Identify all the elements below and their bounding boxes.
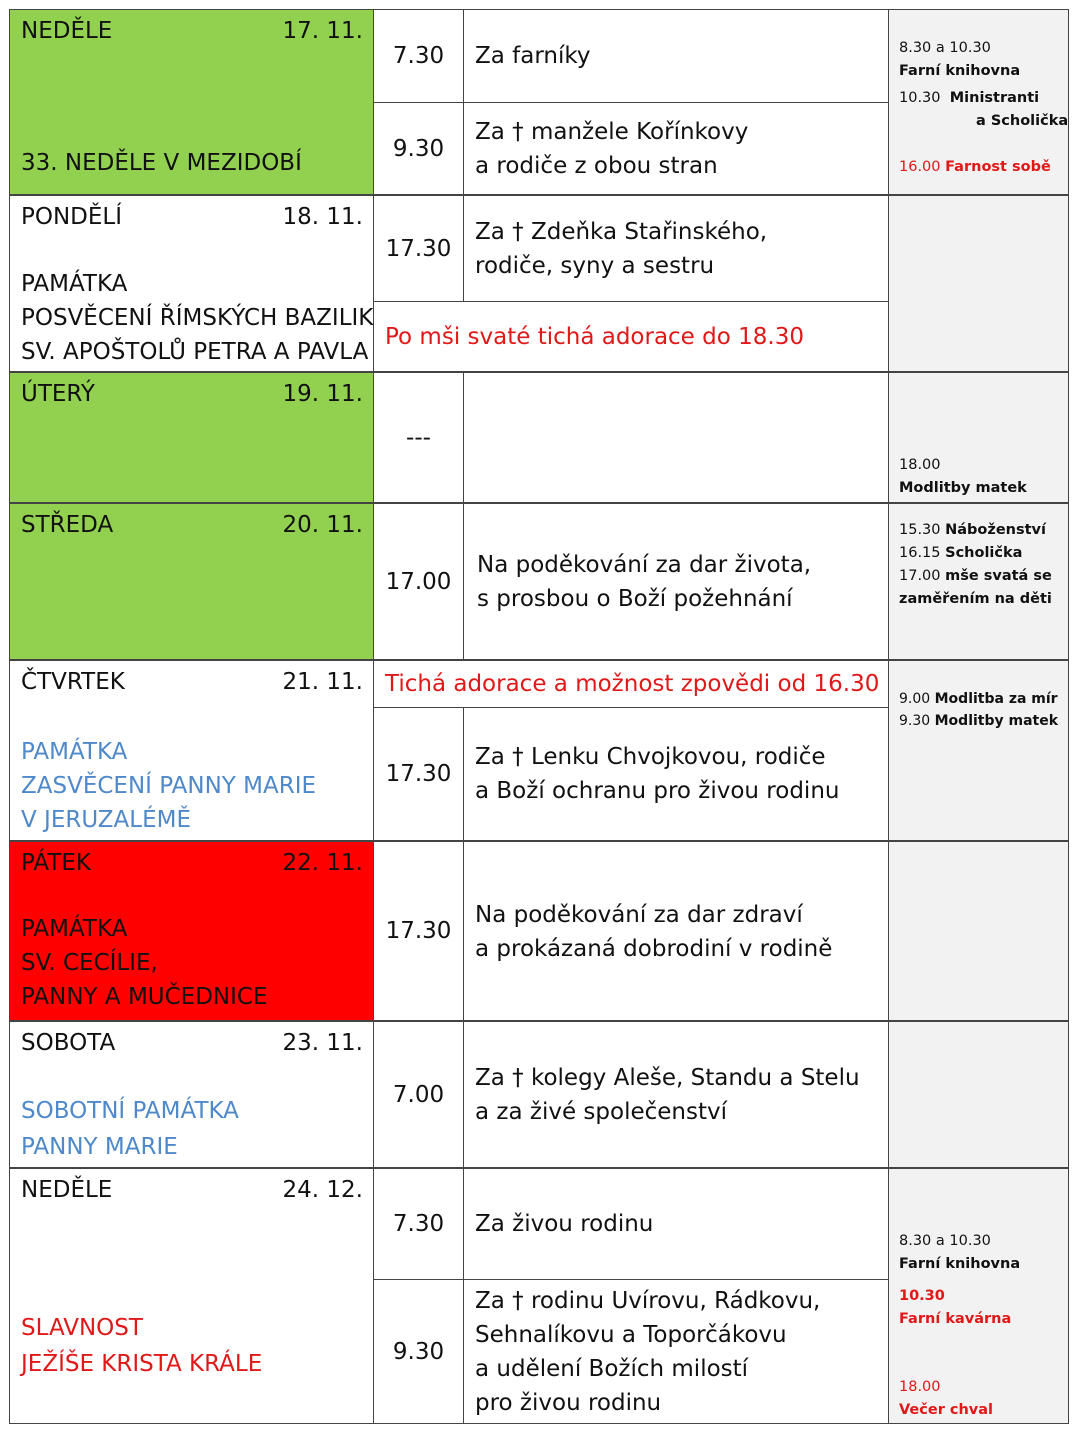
day-block-sunday-24 bbox=[9, 1168, 1069, 1424]
day-block-monday bbox=[9, 195, 1069, 372]
day-date: 22. 11. bbox=[282, 850, 363, 876]
mass-intention: Za † Zdeňka Stařinského, rodiče, syny a sestru bbox=[475, 218, 768, 279]
mass-intention: Za † kolegy Aleše, Standu a Stelu a za živé společenství bbox=[475, 1064, 860, 1125]
day-header-cell bbox=[10, 196, 374, 371]
events-cell bbox=[888, 661, 1068, 840]
day-name: ČTVRTEK bbox=[21, 669, 125, 695]
mass-row bbox=[374, 1169, 889, 1279]
mass-intention: Na poděkování za dar života, s prosbou o Boží požehnání bbox=[477, 551, 812, 612]
events-cell bbox=[888, 196, 1068, 371]
event-item: 8.30 a 10.30 Farní knihovna bbox=[899, 40, 1021, 79]
event-item: 10.30 Farní kavárna bbox=[899, 1288, 1012, 1327]
events-cell bbox=[888, 1022, 1068, 1167]
mass-intention: Za † rodinu Uvírovu, Rádkovu, Sehnalíkovu a Toporčákovu a udělení Božích milostí pro živou rodinu bbox=[475, 1287, 821, 1416]
mass-row bbox=[374, 10, 889, 102]
day-name: PÁTEK bbox=[21, 850, 92, 876]
mass-row bbox=[374, 196, 889, 301]
event-item: 8.30 a 10.30 Farní knihovna bbox=[899, 1233, 1021, 1272]
mass-time: 17.30 bbox=[374, 842, 464, 1020]
mass-time: 9.30 bbox=[374, 1280, 464, 1423]
day-date: 24. 12. bbox=[282, 1177, 363, 1203]
mass-time: 7.00 bbox=[374, 1022, 464, 1167]
day-header-cell bbox=[10, 842, 374, 1020]
day-name: SOBOTA bbox=[21, 1030, 116, 1056]
event-item: 9.00 Modlitba za mír 9.30 Modlitby matek bbox=[899, 691, 1059, 729]
day-date: 17. 11. bbox=[282, 18, 363, 44]
mass-intention: Na poděkování za dar zdraví a prokázaná dobrodiní v rodině bbox=[475, 902, 833, 962]
mass-intention: Za farníky bbox=[475, 43, 591, 69]
mass-time: 7.30 bbox=[374, 10, 464, 102]
feast-title: PAMÁTKA POSVĚCENÍ ŘÍMSKÝCH BAZILIK SV. APOŠTOLŮ PETRA A PAVLA bbox=[21, 271, 374, 365]
event-item: 15.30 Náboženství 16.15 Scholička 17.00 mše svatá se zaměřením na děti bbox=[899, 522, 1052, 607]
event-item: 18.00 Večer chval bbox=[899, 1379, 994, 1418]
day-date: 21. 11. bbox=[282, 669, 363, 695]
day-block-saturday bbox=[9, 1021, 1069, 1168]
event-item: 10.30 Ministranti a Scholička bbox=[899, 90, 1069, 129]
day-header-cell bbox=[10, 1169, 374, 1423]
events-cell bbox=[888, 504, 1068, 659]
events-cell bbox=[888, 373, 1068, 502]
day-block-friday bbox=[9, 841, 1069, 1021]
adoration-note: Tichá adorace a možnost zpovědi od 16.30 bbox=[385, 671, 880, 697]
mass-row bbox=[374, 373, 889, 502]
day-header-cell bbox=[10, 373, 374, 502]
mass-time: 17.30 bbox=[374, 708, 464, 840]
feast-title: SOBOTNÍ PAMÁTKA PANNY MARIE bbox=[21, 1098, 239, 1160]
mass-time: 17.30 bbox=[374, 196, 464, 301]
mass-intention: Za † Lenku Chvojkovou, rodiče a Boží ochranu pro živou rodinu bbox=[475, 744, 840, 804]
day-block-thursday bbox=[9, 660, 1069, 841]
feast-title: SLAVNOST JEŽÍŠE KRISTA KRÁLE bbox=[21, 1315, 263, 1377]
day-header-cell bbox=[10, 504, 374, 659]
mass-time: 9.30 bbox=[374, 103, 464, 194]
mass-intention: Za † manžele Kořínkovy a rodiče z obou stran bbox=[475, 118, 749, 179]
mass-time: --- bbox=[374, 373, 464, 502]
mass-intention bbox=[464, 373, 889, 502]
adoration-note: Po mši svaté tichá adorace do 18.30 bbox=[374, 301, 889, 371]
day-name: NEDĚLE bbox=[21, 18, 113, 44]
mass-intention: Za živou rodinu bbox=[475, 1211, 654, 1237]
day-header-cell bbox=[10, 10, 374, 194]
mass-row bbox=[374, 1022, 889, 1167]
mass-time: 7.30 bbox=[374, 1169, 464, 1279]
events-cell bbox=[888, 10, 1068, 194]
day-name: PONDĚLÍ bbox=[21, 204, 123, 230]
day-date: 18. 11. bbox=[282, 204, 363, 230]
day-date: 19. 11. bbox=[282, 381, 363, 407]
event-item: 18.00 Modlitby matek bbox=[899, 457, 1027, 496]
event-item: 16.00 Farnost sobě bbox=[899, 159, 1051, 175]
mass-row bbox=[374, 842, 889, 1020]
events-cell bbox=[888, 842, 1068, 1020]
day-date: 20. 11. bbox=[282, 512, 363, 538]
feast-title: 33. NEDĚLE V MEZIDOBÍ bbox=[21, 150, 302, 176]
feast-title: PAMÁTKA ZASVĚCENÍ PANNY MARIE V JERUZALÉMĚ bbox=[21, 739, 317, 833]
day-block-sunday-17 bbox=[9, 9, 1069, 195]
day-block-wednesday bbox=[9, 503, 1069, 660]
mass-row bbox=[374, 504, 889, 659]
day-header-cell bbox=[10, 661, 374, 840]
mass-row bbox=[374, 707, 889, 840]
day-name: STŘEDA bbox=[21, 512, 114, 538]
day-block-tuesday bbox=[9, 372, 1069, 503]
events-cell bbox=[888, 1169, 1068, 1423]
feast-title: PAMÁTKA SV. CECÍLIE, PANNY A MUČEDNICE bbox=[21, 916, 268, 1010]
mass-time: 17.00 bbox=[374, 504, 464, 659]
day-name: NEDĚLE bbox=[21, 1177, 113, 1203]
mass-row bbox=[374, 1279, 889, 1423]
day-date: 23. 11. bbox=[282, 1030, 363, 1056]
day-header-cell bbox=[10, 1022, 374, 1167]
mass-row bbox=[374, 102, 889, 194]
day-name: ÚTERÝ bbox=[21, 381, 95, 407]
